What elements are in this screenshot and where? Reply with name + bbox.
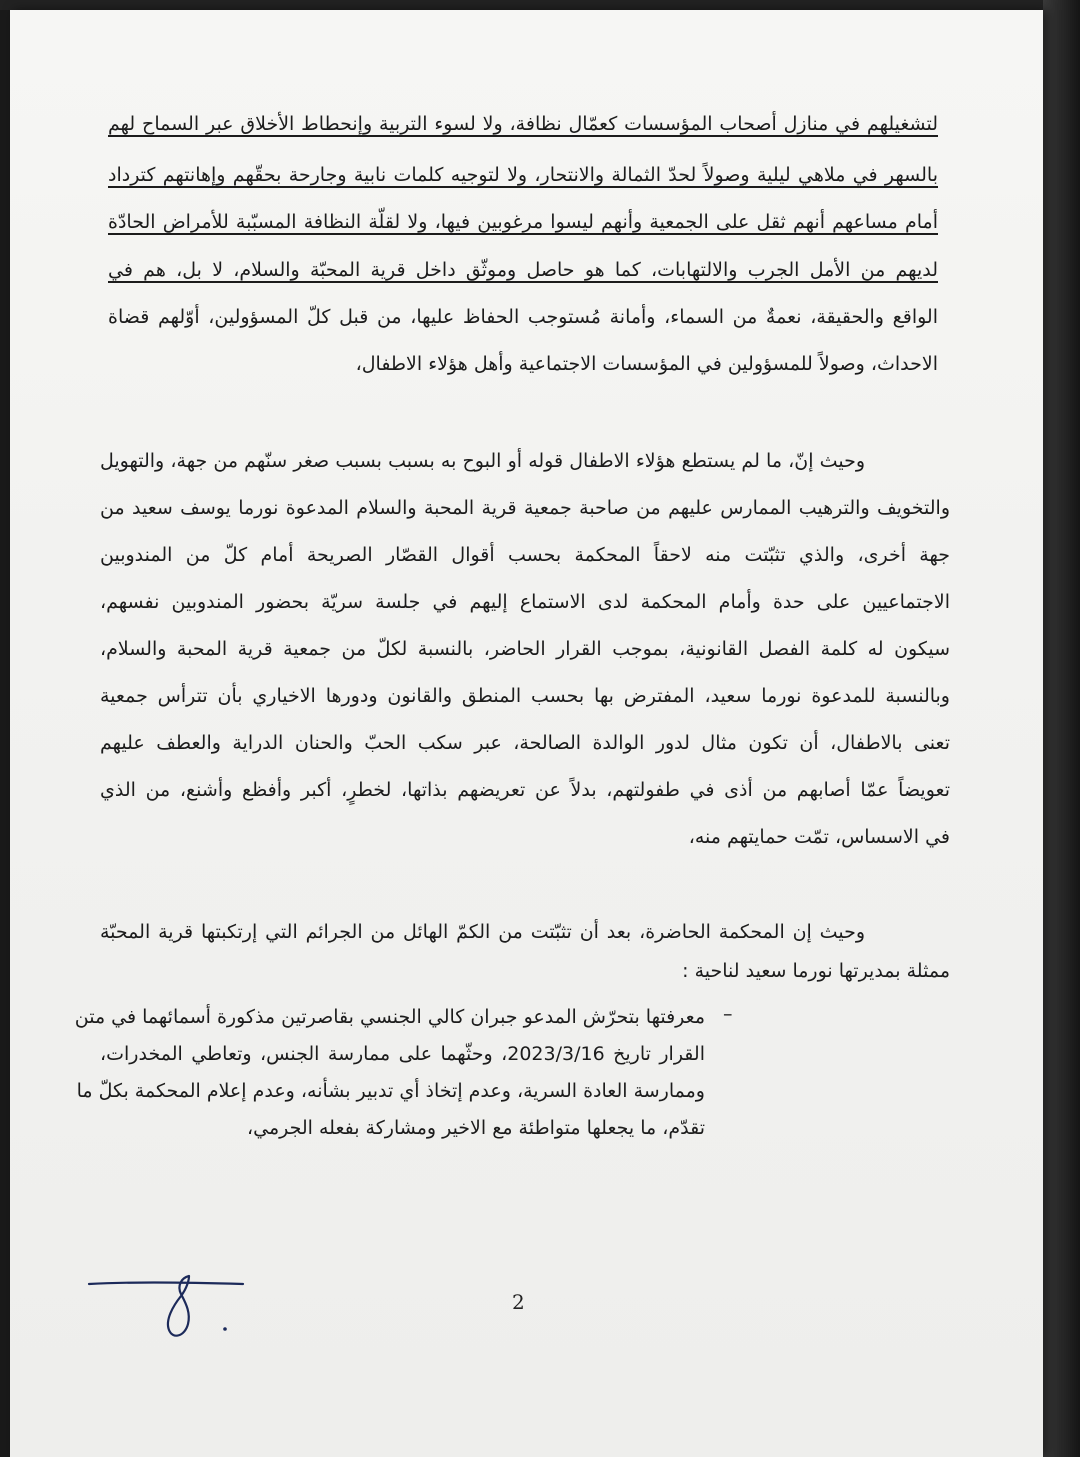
paragraph-2-line-5: سيكون له كلمة الفصل القانونية، بموجب القرار الحاضر، بالنسبة لكلّ من جمعية قرية المحبة والسلام، bbox=[100, 638, 950, 660]
bullet-line-1: معرفتها بتحرّش المدعو جبران كالي الجنسي بقاصرتين مذكورة أسمائهما في متن bbox=[74, 1006, 705, 1028]
bullet-line-3: وممارسة العادة السرية، وعدم إتخاذ أي تدبير بشأنه، وعدم إعلام المحكمة بكلّ ما bbox=[76, 1080, 705, 1102]
paragraph-1-line-3: أمام مساعهم أنهم ثقل على الجمعية وأنهم ليسوا مرغوبين فيها، ولا لقلّة النظافة المسبّبة للأمراض الحادّة bbox=[108, 211, 938, 233]
paragraph-1-line-2: بالسهر في ملاهي ليلية وصولاً لحدّ الثمالة والانتحار، ولا لتوجيه كلمات نابية وجارحة بحقّهم وإهانتهم كترداد bbox=[108, 164, 938, 186]
paragraph-2-line-6: وبالنسبة للمدعوة نورما سعيد، المفترض بها بحسب المنطق والقانون ودورها الاخياري بأن تترأس جمعية bbox=[100, 685, 950, 707]
paragraph-2-line-2: والتخويف والترهيب الممارس عليهم من صاحبة جمعية قرية المحبة والسلام المدعوة نورما يوسف سعيد من bbox=[100, 497, 950, 519]
bullet-line-4: تقدّم، ما يجعلها متواطئة مع الاخير ومشاركة بفعله الجرمي، bbox=[246, 1117, 705, 1139]
photo-top-edge bbox=[0, 0, 1080, 10]
paragraph-2-line-1: وحيث إنّ، ما لم يستطع هؤلاء الاطفال قوله أو البوح به بسبب بسبب صغر سنّهم من جهة، والتهويل bbox=[100, 450, 865, 472]
bullet-dash: – bbox=[723, 1003, 733, 1025]
paragraph-2-line-9: في الاسساس، تمّت حمايتهم منه، bbox=[688, 826, 950, 848]
page-number: 2 bbox=[512, 1290, 525, 1314]
handwritten-signature bbox=[85, 1268, 255, 1348]
paragraph-3-line-2: ممثلة بمديرتها نورما سعيد لناحية : bbox=[682, 960, 950, 982]
paragraph-1-line-5: الواقع والحقيقة، نعمةٌ من السماء، وأمانة مُستوجب الحفاظ عليها، من قبل كلّ المسؤولين، أوّلهم قضاة bbox=[108, 306, 938, 328]
paragraph-1-line-6: الاحداث، وصولاً للمسؤولين في المؤسسات الاجتماعية وأهل هؤلاء الاطفال، bbox=[355, 353, 938, 375]
paragraph-2-line-8: تعويضاً عمّا أصابهم من أذى في طفولتهم، بدلاً عن تعريضهم بذاتها، لخطرٍ، أكبر وأفظع وأشنع، من الذي bbox=[100, 779, 950, 801]
paragraph-2-line-4: الاجتماعيين على حدة وأمام المحكمة لدى الاستماع إليهم في جلسة سريّة بحضور المندوبين نفسهم، bbox=[100, 591, 950, 613]
paragraph-2-line-3: جهة أخرى، والذي تثبّتت منه لاحقاً المحكمة بحسب أقوال القصّار الصريحة أمام كلّ من المندوبين bbox=[100, 544, 950, 566]
paragraph-3-line-1: وحيث إن المحكمة الحاضرة، بعد أن تثبّتت من الكمّ الهائل من الجرائم التي إرتكبتها قرية المحبّة bbox=[100, 921, 865, 943]
photo-right-edge bbox=[1043, 0, 1080, 1457]
paragraph-1-line-4: لديهم من الأمل الجرب والالتهابات، كما هو حاصل وموثّق داخل قرية المحبّة والسلام، لا بل، هم في bbox=[108, 259, 938, 281]
paragraph-2-line-7: تعنى بالاطفال، أن تكون مثال لدور الوالدة الصالحة، عبر سكب الحبّ والحنان الدراية والعطف عليهم bbox=[100, 732, 950, 754]
paragraph-1-line-1: لتشغيلهم في منازل أصحاب المؤسسات كعمّال نظافة، ولا لسوء التربية وإنحطاط الأخلاق عبر السماح لهم bbox=[108, 113, 938, 135]
bullet-line-2: القرار تاريخ 2023/3/16، وحثّهما على ممارسة الجنس، وتعاطي المخدرات، bbox=[100, 1043, 705, 1065]
